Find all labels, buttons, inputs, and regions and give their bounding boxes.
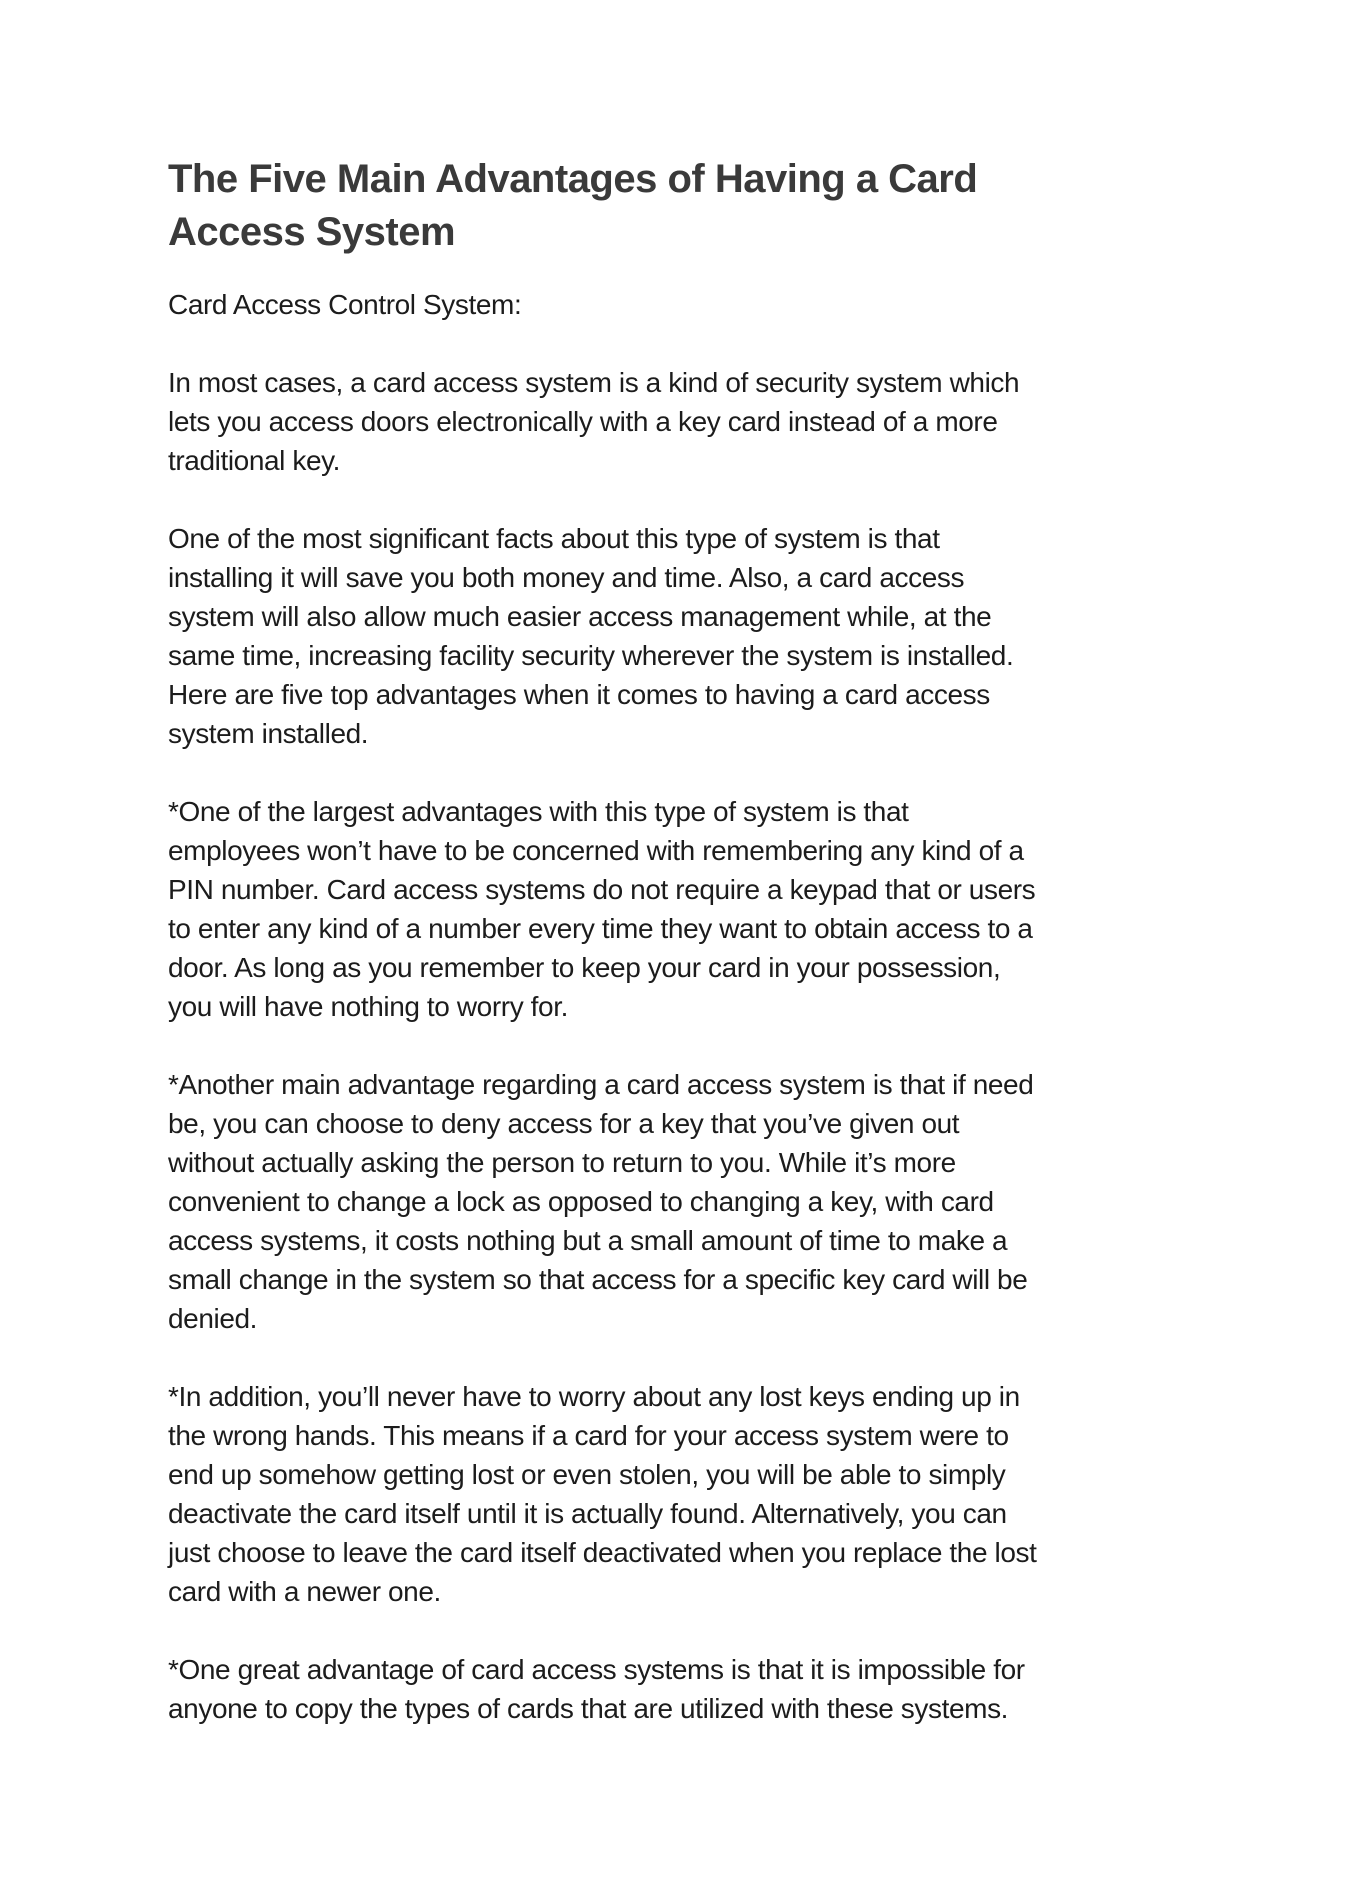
paragraph: [168, 792, 1315, 1026]
text-line: system installed.: [168, 718, 369, 749]
page-title: [168, 153, 1315, 259]
paragraph: [168, 1650, 1315, 1728]
text-line: The Five Main Advantages of Having a Card: [168, 157, 978, 201]
paragraph: [168, 519, 1315, 753]
subtitle: Card Access Control System:: [168, 289, 522, 320]
paragraph: [168, 1065, 1315, 1338]
text-line: employees won’t have to be concerned with remembering any kind of a: [168, 835, 1024, 866]
text-line: anyone to copy the types of cards that are utilized with these systems.: [168, 1693, 1009, 1724]
text-line: without actually asking the person to return to you. While it’s more: [168, 1147, 956, 1178]
text-line: traditional key.: [168, 445, 341, 476]
paragraph: [168, 1377, 1315, 1611]
body-text: [168, 363, 1315, 1728]
text-line: same time, increasing facility security wherever the system is installed.: [168, 640, 1014, 671]
text-line: *One of the largest advantages with this type of system is that: [168, 796, 909, 827]
text-line: be, you can choose to deny access for a key that you’ve given out: [168, 1108, 960, 1139]
text-line: deactivate the card itself until it is actually found. Alternatively, you can: [168, 1498, 1007, 1529]
text-line: *In addition, you’ll never have to worry about any lost keys ending up in: [168, 1381, 1020, 1412]
text-line: card with a newer one.: [168, 1576, 441, 1607]
text-line: Access System: [168, 210, 456, 254]
paragraph: [168, 363, 1315, 480]
text-line: installing it will save you both money and time. Also, a card access: [168, 562, 965, 593]
text-line: *One great advantage of card access systems is that it is impossible for: [168, 1654, 1025, 1685]
text-line: the wrong hands. This means if a card for your access system were to: [168, 1420, 1009, 1451]
text-line: door. As long as you remember to keep your card in your possession,: [168, 952, 1001, 983]
text-line: system will also allow much easier access management while, at the: [168, 601, 992, 632]
text-line: convenient to change a lock as opposed to changing a key, with card: [168, 1186, 994, 1217]
text-line: *Another main advantage regarding a card access system is that if need: [168, 1069, 1034, 1100]
text-line: In most cases, a card access system is a kind of security system which: [168, 367, 1020, 398]
document-content: [168, 153, 1315, 1767]
text-line: Here are five top advantages when it comes to having a card access: [168, 679, 990, 710]
text-line: small change in the system so that access for a specific key card will be: [168, 1264, 1028, 1295]
text-line: PIN number. Card access systems do not require a keypad that or users: [168, 874, 1036, 905]
text-line: denied.: [168, 1303, 258, 1334]
text-line: access systems, it costs nothing but a small amount of time to make a: [168, 1225, 1008, 1256]
text-line: end up somehow getting lost or even stolen, you will be able to simply: [168, 1459, 1006, 1490]
text-line: One of the most significant facts about this type of system is that: [168, 523, 940, 554]
text-line: to enter any kind of a number every time they want to obtain access to a: [168, 913, 1033, 944]
text-line: just choose to leave the card itself deactivated when you replace the lost: [168, 1537, 1037, 1568]
text-line: lets you access doors electronically with a key card instead of a more: [168, 406, 998, 437]
text-line: you will have nothing to worry for.: [168, 991, 568, 1022]
